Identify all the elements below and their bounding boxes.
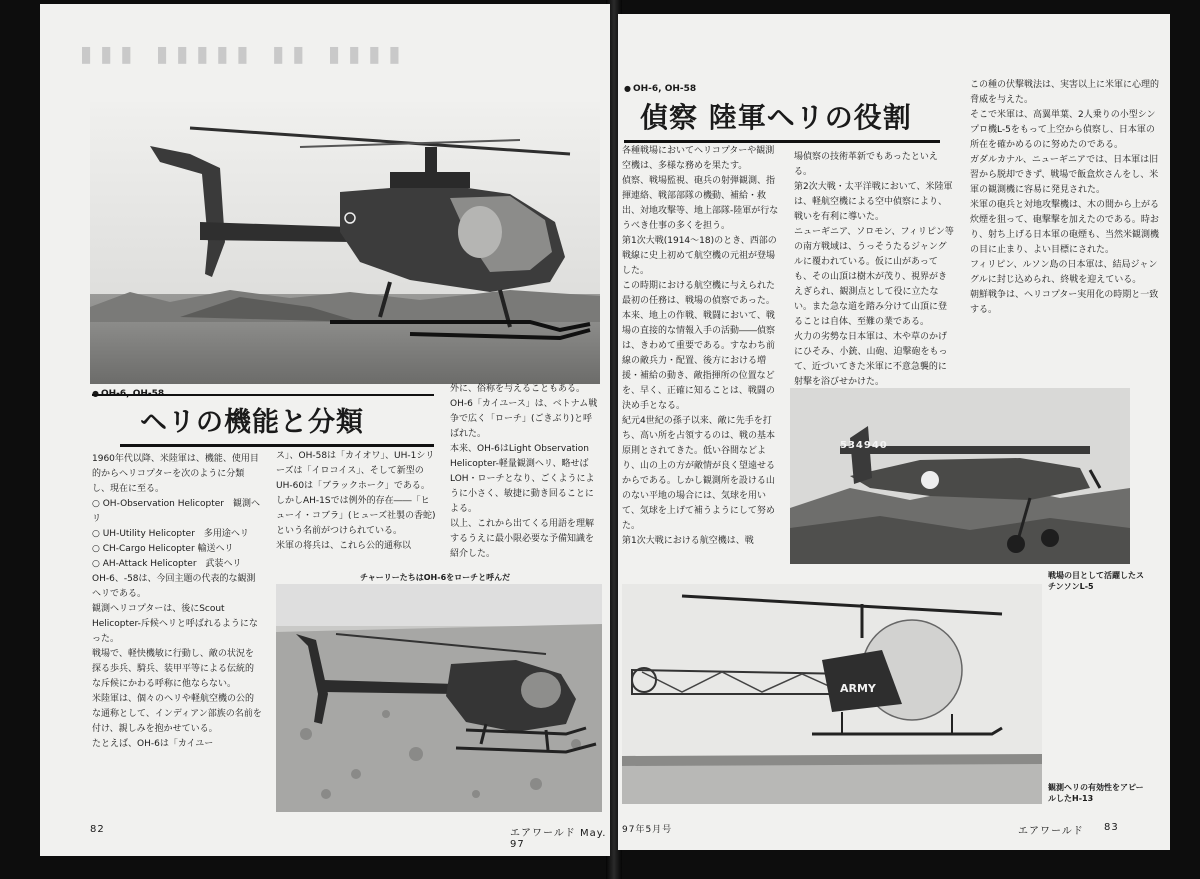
photo-caption: チャーリーたちはOH-6をローチと呼んだ	[360, 573, 511, 582]
oh6-flight-photo	[276, 584, 602, 812]
section-label: ● OH-6, OH-58	[624, 84, 696, 94]
paragraph: たとえば、OH-6は「カイユー	[92, 739, 214, 749]
headline-rule-top	[92, 394, 434, 396]
page-number: 83	[1104, 822, 1119, 833]
bleed-through-text: ▮▮▮ ▮▮▮▮▮ ▮▮ ▮▮▮▮	[80, 42, 409, 67]
paragraph: そこで米軍は、高翼単葉、2人乗りの小型シンプロ機L-5をもって上空から偵察し、日本軍の所在を確かめるのに努めたのである。	[970, 110, 1156, 150]
paragraph: 朝鮮戦争は、ヘリコプター実用化の時期と一致する。	[970, 290, 1159, 315]
paragraph: 以上、これから出てくる用語を理解するうえに最小限必要な予備知識を紹介した。	[450, 519, 595, 559]
paragraph: 各種戦場においてヘリコプターや観測空機は、多様な務めを果たす。	[622, 146, 775, 171]
folio-title: エアワールド May. 97	[510, 828, 607, 850]
issue-stamp: 97年5月号	[622, 825, 673, 835]
body-column-1	[622, 144, 782, 549]
paragraph: ガダルカナル、ニューギニアでは、日本軍は旧習から脱却できず、戦場で飯盒炊さんをし、米軍の観測機に容易に発見された。	[970, 155, 1159, 195]
right-page	[618, 14, 1170, 850]
page-headline: ヘリの機能と分類	[140, 407, 364, 438]
paragraph: 観測ヘリコプターは、後にScout Helicopter-斥候ヘリと呼ばれるようになった。	[92, 604, 258, 644]
paragraph: ○ OH-Observation Helicopter 観測ヘリ	[92, 499, 260, 524]
paragraph: 第2次大戦・太平洋戦において、米陸軍は、軽航空機による空中偵察により、戦いを有利に導いた。	[794, 182, 953, 222]
folio-title: エアワールド	[1018, 826, 1084, 837]
paragraph: 米陸軍は、個々のヘリや軽航空機の公的な通称として、インディアン部族の名前を付け、親しみを抱かせている。	[92, 694, 262, 734]
paragraph: ニューギニア、ソロモン、フィリピン等の南方戦域は、うっそうたるジャングルに覆われている。仮に山があっても、その山頂は樹木が茂り、視界がきえぎられ、観測点として役に立たない。また急な道を踏み分けて山頂に登ることは自体、至難の業である。	[794, 227, 954, 327]
paragraph: 1960年代以降、米陸軍は、機能、使用目的からヘリコプターを次のように分類し、現在に至る。	[92, 454, 259, 494]
paragraph: 第1次大戦(1914〜18)のとき、西部の戦線に史上初めて航空機の元祖が登場した。	[622, 236, 777, 276]
army-marking: ARMY	[840, 682, 876, 695]
body-column-2	[276, 449, 436, 554]
paragraph: フィリピン、ルソン島の日本軍は、結局ジャングルに封じ込められ、終戦を迎えている。	[970, 260, 1158, 285]
paragraph: 場偵察の技術革新でもあったといえる。	[794, 152, 938, 177]
paragraph: ス」、OH-58は「カイオワ」、UH-1シリーズは「イロコイス」、そして新型のUH-60は「ブラックホーク」である。しかしAH-1Sでは例外的存在――「ヒューイ・コブラ」(ヒューズ社製の香蛇)という名前がつけられている。	[276, 451, 436, 536]
paragraph: 戦場で、軽快機敏に行動し、敵の状況を探る歩兵、騎兵、装甲平等による伝統的な斥候にかわる呼称に他ならない。	[92, 649, 255, 689]
page-number: 82	[90, 824, 105, 835]
h13-caption: 観測ヘリの有効性をアピールしたH-13	[1048, 783, 1144, 803]
headline-rule-bottom	[120, 444, 434, 447]
paragraph: 本来、地上の作戦、戦闘において、戦場の直接的な情報入手の活動――偵察は、きわめて重要である。すなわち前線の敵兵力・配置、後方における増援・補給の動き、敵指揮所の位置などを、早く、正確に知ることは、戦闘の決め手となる。	[622, 311, 776, 411]
left-page	[40, 4, 610, 856]
body-column-1	[92, 452, 262, 752]
h13-helicopter-photo	[622, 584, 1042, 804]
paragraph: ○ CH-Cargo Helicopter 輸送ヘリ	[92, 544, 234, 554]
aircraft-serial: 534940	[840, 440, 888, 451]
body-column-3	[970, 78, 1160, 318]
l5-caption: 戦場の目として活躍したスチンソンL-5	[1048, 571, 1144, 591]
paragraph: ○ AH-Attack Helicopter 武装ヘリ	[92, 559, 242, 569]
headline-rule	[624, 140, 940, 143]
body-column-3	[450, 382, 600, 562]
paragraph: 米軍の砲兵と対地攻撃機は、木の間から上がる炊煙を狙って、砲撃撃を加えたのである。時おり、射ち上げる日本軍の砲煙も、当然米観測機の目に止まり、よい目標にされた。	[970, 200, 1160, 255]
paragraph: この時期における航空機に与えられた最初の任務は、戦場の偵察であった。	[622, 281, 776, 306]
body-column-2	[794, 150, 954, 390]
paragraph: OH-6、-58は、今回主題の代表的な観測ヘリである。	[92, 574, 256, 599]
paragraph: 偵察、戦場監視、砲兵の射弾観測、指揮連絡、戦部部隊の機動、補給・救出、対地攻撃等、地上部隊-陸軍が行なうべき仕事の多くを担う。	[622, 176, 779, 231]
paragraph: 外に、俗称を与えることもある。OH-6「カイユース」は、ベトナム戦争で広く「ローチ」(ごきぶり)と呼ばれた。	[450, 384, 598, 439]
paragraph: 火力の劣勢な日本軍は、木や草のかげにひそみ、小銃、山砲、迫撃砲をもって、近づいてきた米軍に不意急襲的に射撃を浴びせかけた。	[794, 332, 948, 387]
paragraph: 米軍の将兵は、これら公的通称以	[276, 541, 412, 551]
page-headline: 偵察 陸軍ヘリの役割	[640, 101, 912, 134]
paragraph: 紀元4世紀の孫子以来、敵に先手を打ち、高い所を占領するのは、戦の基本原則とされてきた。低い谷間などより、山の上の方が敵情が良く望遠せるからである。しかし観測所を設ける山のない平地の場合には、気球を用いて、気球を上げて補うようにして努めた。	[622, 416, 776, 531]
paragraph: 第1次大戦における航空機は、戦	[622, 536, 754, 546]
paragraph: ○ UH-Utility Helicopter 多用途ヘリ	[92, 529, 249, 539]
paragraph: この種の伏撃戦法は、実害以上に米軍に心理的脅威を与えた。	[970, 80, 1160, 105]
oh6-helicopter-photo	[90, 102, 600, 384]
l5-aircraft-photo	[790, 388, 1130, 564]
paragraph: 本来、OH-6はLight Observation Helicopter-軽量観測ヘリ、略せばLOH・ローチとなり、ごくようにように小さく、敏捷に動き回ることによる。	[450, 444, 595, 514]
